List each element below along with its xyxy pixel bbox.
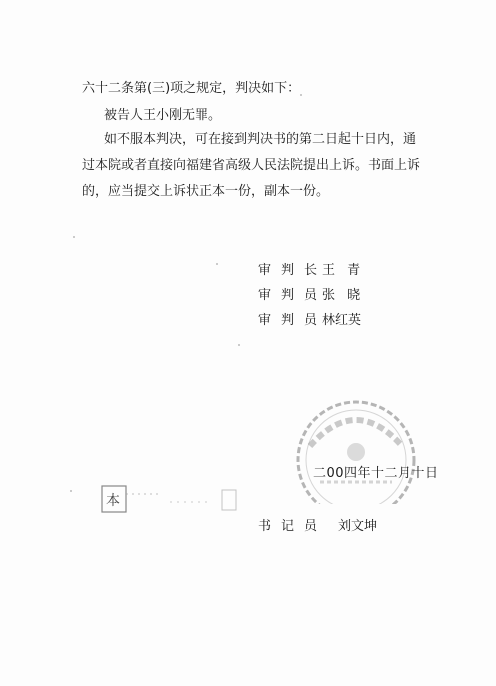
appeal-notice-line-2: 过本院或者直接向福建省高级人民法院提出上诉。书面上诉 xyxy=(82,158,421,173)
verdict-result-line: 被告人王小刚无罪。 xyxy=(104,108,222,123)
stamp-label: 本 xyxy=(106,493,120,509)
verdict-basis-line: 六十二条第(三)项之规定，判决如下： xyxy=(82,81,301,96)
signature-judge-1 xyxy=(258,287,364,305)
scan-speck xyxy=(238,344,240,346)
signature-role: 审判长 xyxy=(258,263,328,278)
signature-name: 刘文坤 xyxy=(338,519,378,534)
signature-name: 林红英 xyxy=(322,313,362,328)
scan-speck xyxy=(73,236,75,238)
scan-speck xyxy=(300,94,302,96)
verification-stamp-icon xyxy=(100,482,240,518)
scan-speck xyxy=(216,263,218,265)
scan-speck xyxy=(70,490,72,492)
appeal-notice-line-3: 的，应当提交上诉状正本一份，副本一份。 xyxy=(82,184,330,199)
signature-clerk xyxy=(258,515,377,534)
signature-name: 王 青 xyxy=(322,263,365,278)
signature-judge-2 xyxy=(258,312,361,330)
court-seal-icon xyxy=(290,394,422,504)
signature-role: 审判员 xyxy=(258,313,328,328)
signature-presiding-judge xyxy=(258,262,364,280)
appeal-notice-line-1: 如不服本判决，可在接到判决书的第二日起十日内，通 xyxy=(104,132,417,147)
signature-name: 张 晓 xyxy=(322,288,365,303)
signature-role: 审判员 xyxy=(258,288,328,303)
signature-role: 书记员 xyxy=(258,519,328,534)
judgment-date: 二00四年十二月十日 xyxy=(313,466,439,481)
